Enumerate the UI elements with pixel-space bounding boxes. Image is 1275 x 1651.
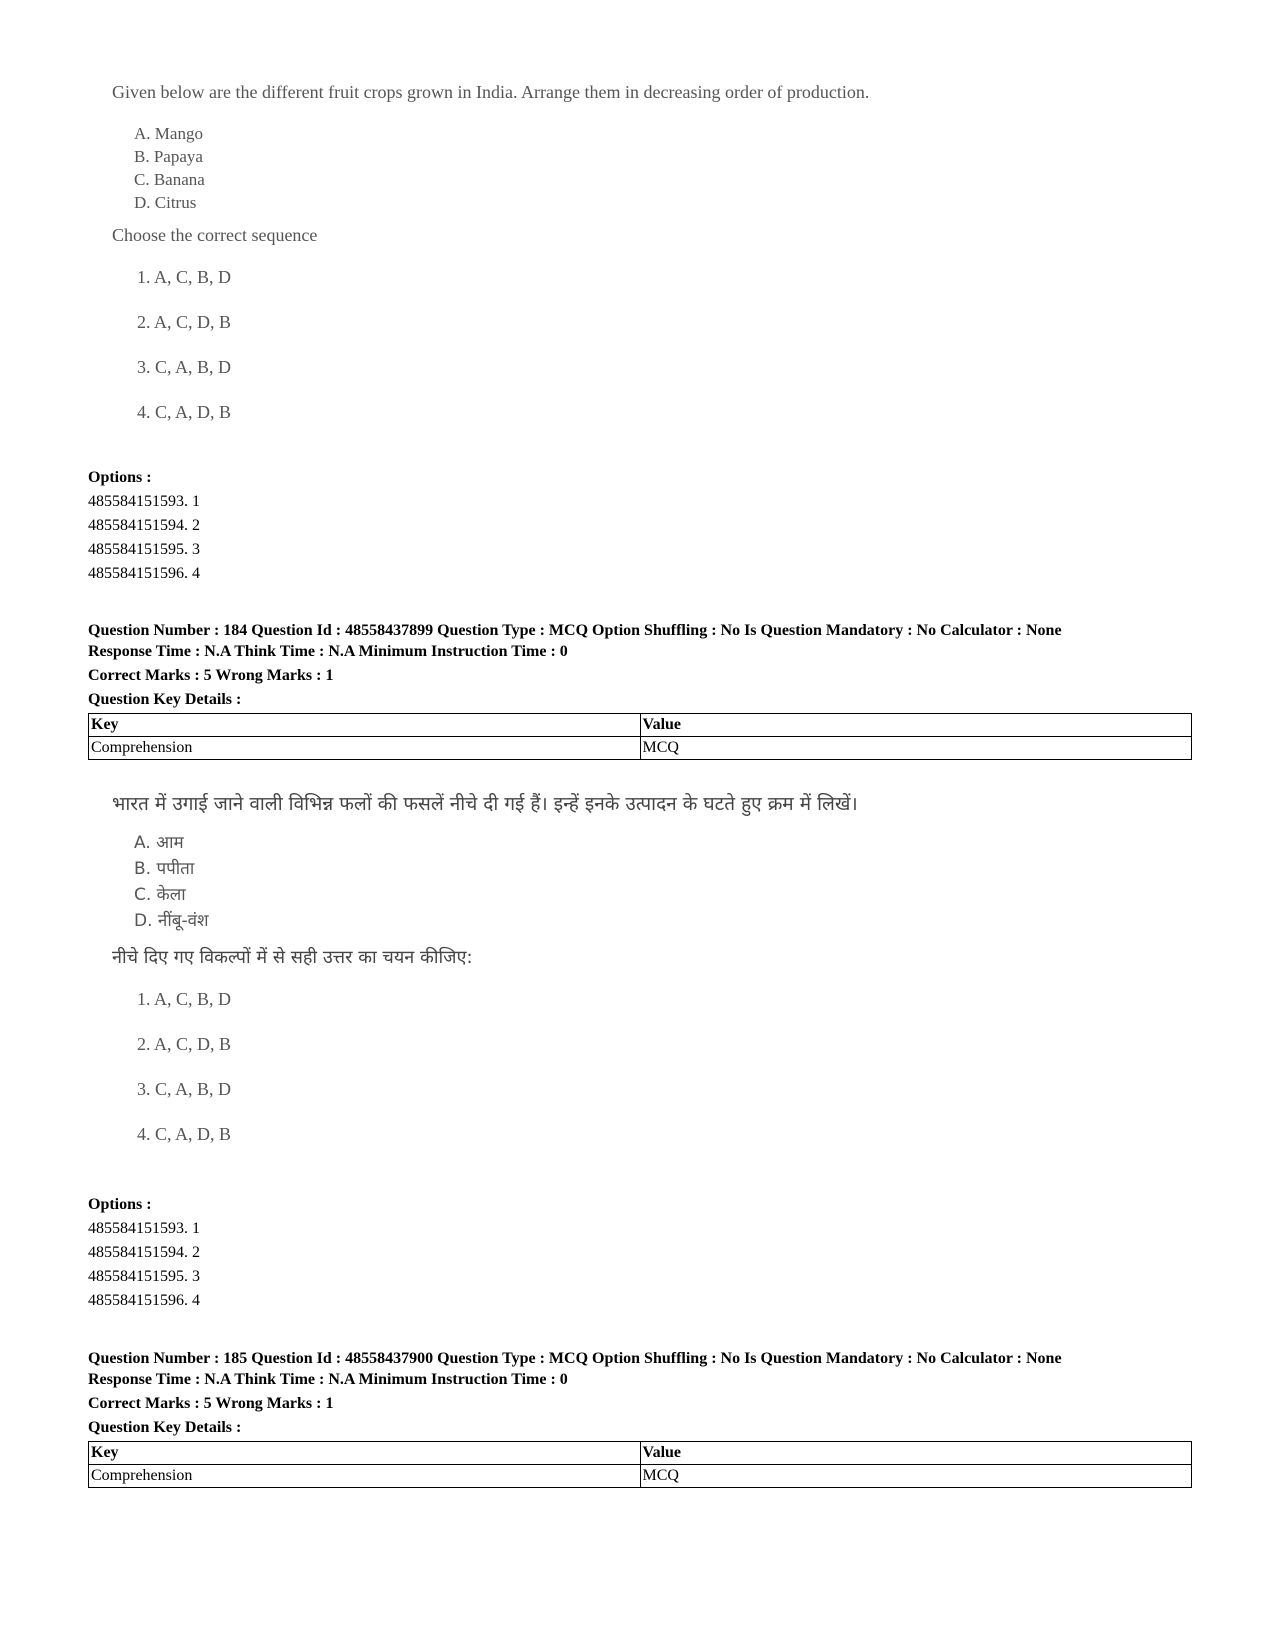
question-meta bbox=[88, 1348, 1188, 1438]
table-header-cell: Key bbox=[89, 714, 641, 737]
key-details-label: Question Key Details : bbox=[88, 1419, 242, 1436]
list-item: C. केला bbox=[134, 885, 186, 905]
marks-line: Correct Marks : 5 Wrong Marks : 1 bbox=[88, 1395, 334, 1412]
table-header-cell: Value bbox=[640, 1442, 1192, 1465]
list-item: A. Mango bbox=[134, 124, 203, 143]
key-details-label: Question Key Details : bbox=[88, 691, 242, 708]
key-details-table bbox=[88, 713, 1192, 760]
table-row bbox=[89, 737, 1192, 760]
sequence-list bbox=[137, 255, 869, 435]
sequence-list bbox=[137, 977, 858, 1157]
meta-line: Response Time : N.A Think Time : N.A Minimum Instruction Time : 0 bbox=[88, 643, 568, 660]
list-item: B. पपीता bbox=[134, 859, 195, 879]
option-item: 485584151595. 3 bbox=[88, 1268, 200, 1285]
question-image-hindi bbox=[112, 790, 858, 1157]
option-item: 485584151594. 2 bbox=[88, 1244, 200, 1261]
options-label: Options : bbox=[88, 469, 152, 486]
choose-prompt: Choose the correct sequence bbox=[112, 225, 318, 245]
marks-line: Correct Marks : 5 Wrong Marks : 1 bbox=[88, 667, 334, 684]
option-item: 485584151594. 2 bbox=[88, 517, 200, 534]
table-header-cell: Value bbox=[640, 714, 1192, 737]
key-details-table bbox=[88, 1441, 1192, 1488]
question-stem: Given below are the different fruit crops grown in India. Arrange them in decreasing order of production. bbox=[112, 82, 870, 102]
option-item: 485584151593. 1 bbox=[88, 493, 200, 510]
table-row bbox=[89, 714, 1192, 737]
question-image-english bbox=[112, 82, 869, 435]
sequence-option: 2. A, C, D, B bbox=[137, 312, 232, 332]
option-item: 485584151593. 1 bbox=[88, 1220, 200, 1237]
sequence-option: 2. A, C, D, B bbox=[137, 1034, 232, 1054]
question-stem: भारत में उगाई जाने वाली विभिन्न फलों की फसलें नीचे दी गई हैं। इन्हें इनके उत्पादन के घटते हुए क्रम में लिखें। bbox=[112, 793, 858, 815]
table-cell: MCQ bbox=[640, 737, 1192, 760]
options-label: Options : bbox=[88, 1196, 152, 1213]
table-header-cell: Key bbox=[89, 1442, 641, 1465]
sequence-option: 3. C, A, B, D bbox=[137, 1079, 232, 1099]
sequence-option: 4. C, A, D, B bbox=[137, 402, 232, 422]
option-item: 485584151596. 4 bbox=[88, 1292, 200, 1309]
table-cell: Comprehension bbox=[89, 737, 641, 760]
item-list bbox=[134, 830, 858, 934]
meta-line: Question Number : 185 Question Id : 48558437900 Question Type : MCQ Option Shuffling : No Is Question Mandatory : No Calculator : None bbox=[88, 1350, 1062, 1367]
list-item: A. आम bbox=[134, 833, 184, 853]
sequence-option: 1. A, C, B, D bbox=[137, 989, 232, 1009]
question-meta bbox=[88, 620, 1188, 710]
item-list bbox=[134, 122, 869, 214]
option-item: 485584151596. 4 bbox=[88, 565, 200, 582]
sequence-option: 4. C, A, D, B bbox=[137, 1124, 232, 1144]
options-list bbox=[88, 1193, 200, 1313]
meta-line: Question Number : 184 Question Id : 48558437899 Question Type : MCQ Option Shuffling : No Is Question Mandatory : No Calculator : None bbox=[88, 622, 1062, 639]
table-row bbox=[89, 1442, 1192, 1465]
table-cell: Comprehension bbox=[89, 1465, 641, 1488]
option-item: 485584151595. 3 bbox=[88, 541, 200, 558]
options-list bbox=[88, 466, 200, 586]
sequence-option: 1. A, C, B, D bbox=[137, 267, 232, 287]
meta-line: Response Time : N.A Think Time : N.A Minimum Instruction Time : 0 bbox=[88, 1371, 568, 1388]
table-cell: MCQ bbox=[640, 1465, 1192, 1488]
list-item: C. Banana bbox=[134, 170, 205, 189]
table-row bbox=[89, 1465, 1192, 1488]
list-item: B. Papaya bbox=[134, 147, 203, 166]
list-item: D. नींबू-वंश bbox=[134, 911, 209, 931]
list-item: D. Citrus bbox=[134, 193, 197, 212]
choose-prompt: नीचे दिए गए विकल्पों में से सही उत्तर का चयन कीजिए: bbox=[112, 947, 473, 968]
sequence-option: 3. C, A, B, D bbox=[137, 357, 232, 377]
